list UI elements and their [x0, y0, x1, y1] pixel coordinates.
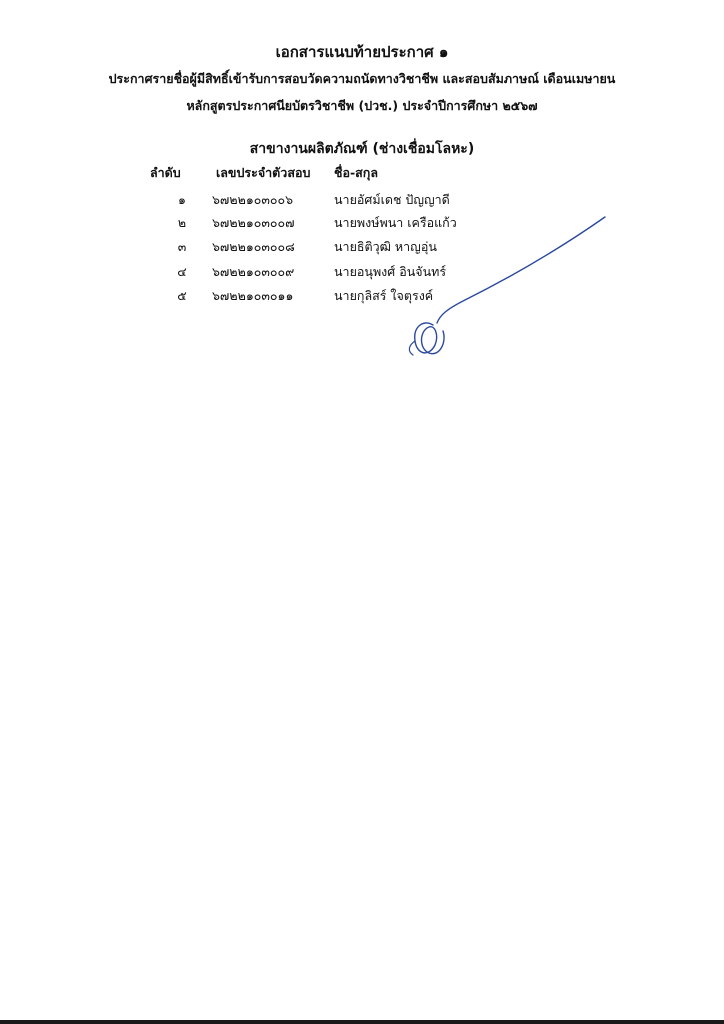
table-row	[0, 237, 724, 259]
row-exam-id: ๖๗๒๒๑๐๓๐๐๙	[212, 264, 295, 279]
table-row	[0, 190, 724, 212]
row-name: นายพงษ์พนา เครือแก้ว	[334, 215, 457, 230]
row-exam-id: ๖๗๒๒๑๐๓๐๑๑	[212, 288, 294, 303]
row-name: นายกุลิสร์ ใจตุรงค์	[334, 288, 434, 303]
table-row	[0, 262, 724, 284]
row-name: นายอัศม์เดช ปัญญาดี	[334, 192, 450, 207]
header-exam-id: เลขประจำตัวสอบ	[216, 165, 311, 180]
department-heading: สาขางานผลิตภัณฑ์ (ช่างเชื่อมโลหะ)	[249, 141, 475, 157]
row-exam-id: ๖๗๒๒๑๐๓๐๐๘	[212, 239, 295, 254]
document-title: เอกสารแนบท้ายประกาศ ๑	[275, 43, 449, 61]
header-name: ชื่อ-สกุล	[334, 165, 379, 180]
row-order: ๕	[177, 288, 187, 303]
row-order: ๒	[177, 215, 187, 230]
row-exam-id: ๖๗๒๒๑๐๓๐๐๖	[212, 192, 294, 207]
table-row	[0, 213, 724, 235]
row-name: นายธิติวุฒิ หาญอุ่น	[334, 239, 437, 254]
signature-loop	[415, 323, 444, 354]
row-exam-id: ๖๗๒๒๑๐๓๐๐๗	[212, 215, 295, 230]
row-order: ๓	[177, 239, 187, 254]
row-order: ๔	[177, 264, 187, 279]
table-header	[0, 163, 724, 185]
document-subtitle-line2: หลักสูตรประกาศนียบัตรวิชาชีพ (ปวช.) ประจำปีการศึกษา ๒๕๖๗	[186, 98, 538, 113]
scan-edge-bar	[0, 1020, 724, 1024]
row-name: นายอนุพงศ์ อินจันทร์	[334, 264, 447, 279]
table-row	[0, 286, 724, 308]
header-order: ลำดับ	[150, 165, 181, 180]
document-subtitle-line1: ประกาศรายชื่อผู้มีสิทธิ์เข้ารับการสอบวัดความถนัดทางวิชาชีพ และสอบสัมภาษณ์ เดือนเมษายน	[108, 71, 616, 86]
signature-mark	[395, 215, 610, 365]
signature-stroke	[437, 217, 605, 323]
signature-tail	[409, 341, 415, 355]
row-order: ๑	[178, 192, 186, 207]
